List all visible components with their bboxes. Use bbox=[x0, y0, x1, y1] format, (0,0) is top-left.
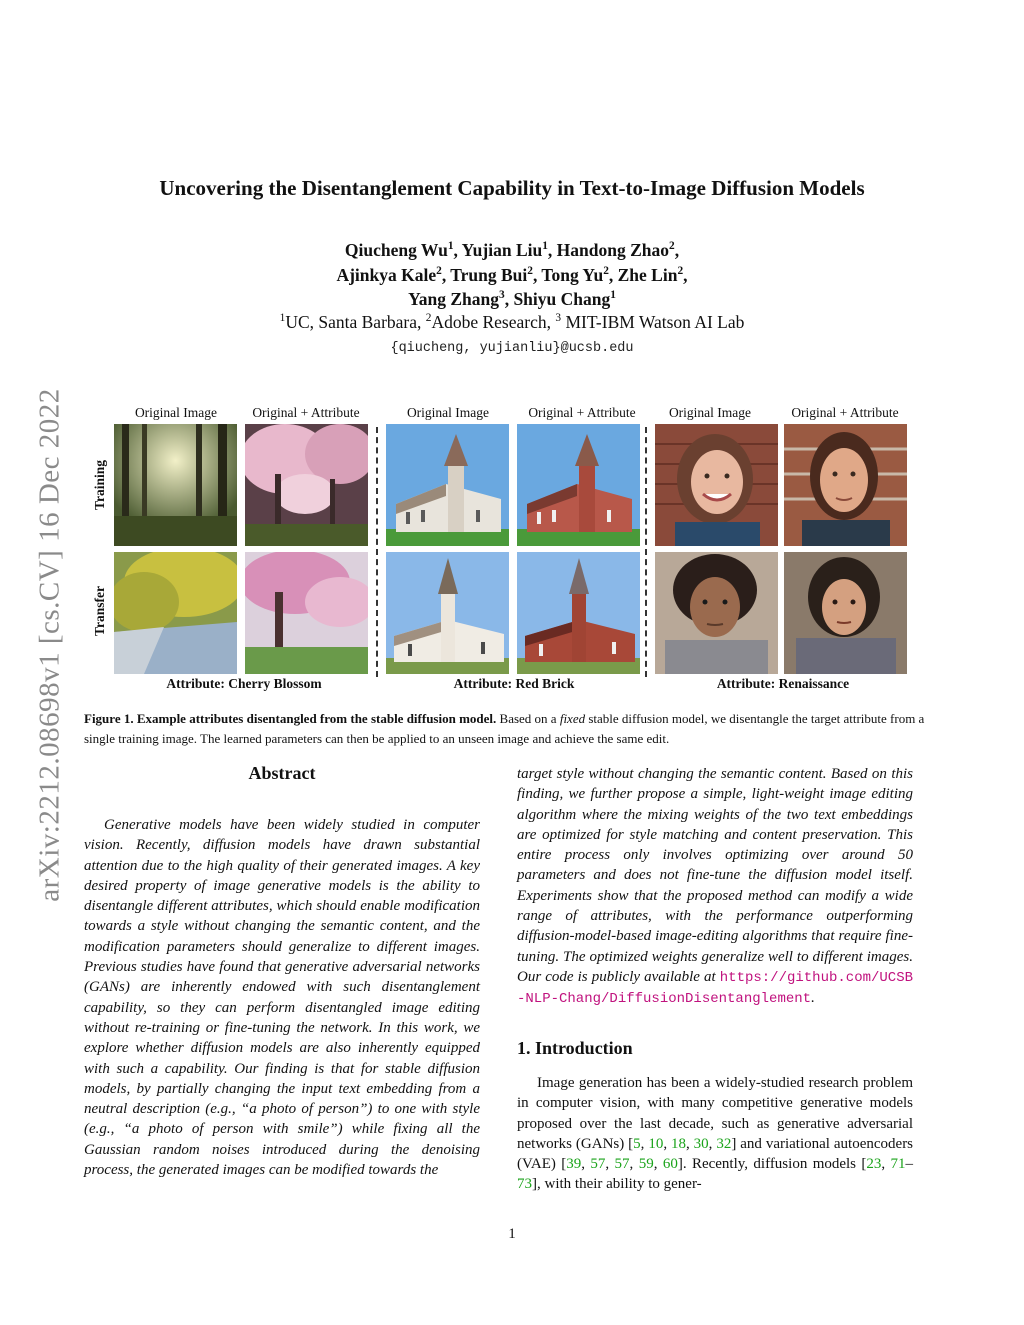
intro-text bbox=[517, 1073, 913, 1195]
citation-separator: , bbox=[629, 1156, 639, 1173]
author-line-3 bbox=[0, 289, 1024, 310]
citation-separator: , bbox=[881, 1156, 891, 1173]
author-affil-mark: 2 bbox=[677, 265, 684, 278]
author-name: Ajinkya Kale bbox=[336, 265, 437, 285]
affil-mark: 3 bbox=[555, 312, 562, 325]
citation[interactable]: 23 bbox=[866, 1156, 882, 1173]
intro-text-4: ], with their ability to gener- bbox=[532, 1176, 702, 1193]
intro-text-3: ]. Recently, diffusion models [ bbox=[677, 1156, 867, 1173]
citation[interactable]: 5 bbox=[633, 1135, 641, 1152]
author-affil-mark: 1 bbox=[447, 240, 454, 253]
affiliations bbox=[0, 312, 1024, 333]
col-header-4: Original + Attribute bbox=[528, 405, 636, 420]
col-header-2: Original + Attribute bbox=[252, 405, 360, 420]
citation[interactable]: 73 bbox=[517, 1176, 532, 1193]
col-header-6: Original + Attribute bbox=[791, 405, 899, 420]
author-line-1 bbox=[0, 240, 1024, 261]
author-email: {qiucheng, yujianliu}@ucsb.edu bbox=[390, 341, 634, 356]
author-affil-mark: 1 bbox=[542, 240, 548, 253]
citation[interactable]: 18 bbox=[671, 1135, 686, 1152]
intro-text-2: ] and variational autoencoders (VAE) [ bbox=[517, 1135, 914, 1173]
citation-separator: , bbox=[686, 1135, 694, 1152]
citation-separator: , bbox=[581, 1156, 591, 1173]
author-affil-mark: 2 bbox=[436, 265, 442, 278]
citation-separator: , bbox=[708, 1135, 717, 1152]
author-name: Handong Zhao bbox=[556, 240, 670, 260]
abstract-right-body: target style without changing the semantic content. Based on this finding, we further propose a simple, light-weight image editing algorithm where the mixing weights of the two text embeddings are optimized for style matching and content preservation. This entire process only involves optimizing over around 50 parameters and does not fine-tune the diffusion model itself. Experiments show that the proposed method can modify a wide range of attributes, with the performance outperforming diffusion-model-based image-editing algorithms that require fine-tuning. The optimized weights generalize well to different images. Our code is publicly available at bbox=[517, 766, 913, 985]
forest-cherry-blossom-image bbox=[245, 424, 368, 546]
attribute-label-2: Attribute: Red Brick bbox=[453, 676, 575, 691]
author-separator: , bbox=[608, 265, 618, 285]
author-affil-mark: 2 bbox=[603, 265, 609, 278]
author-name: Trung Bui bbox=[450, 265, 528, 285]
citation[interactable]: 71 bbox=[890, 1156, 906, 1173]
author-name: Yang Zhang bbox=[408, 289, 500, 309]
figure-separator-1 bbox=[376, 427, 378, 677]
woman2-renaissance-image bbox=[784, 552, 907, 674]
author-name: Shiyu Chang bbox=[513, 289, 611, 309]
code-link[interactable]: https://github.com/UCSB-NLP-Chang/DiffusionDisentanglement bbox=[517, 969, 913, 1008]
river-original-image bbox=[114, 552, 237, 674]
citation[interactable]: 59 bbox=[638, 1156, 654, 1173]
author-separator: , bbox=[547, 240, 557, 260]
figure-caption bbox=[84, 709, 940, 749]
affil-name: Adobe Research, bbox=[431, 312, 556, 332]
intro-heading: 1. Introduction bbox=[517, 1038, 633, 1058]
abstract-left-text: Generative models have been widely studied in computer vision. Recently, diffusion models have drawn substantial attention due to the high quality of their generated images. A key desired property of image generative models is the ability to disentangle different attributes, which should enable modification towards a style without changing the semantic content, and the modification parameters should generalize to different images. Previous studies have found that generative adversarial networks (GANs) are inherently endowed with such disentanglement capability, so they can perform disentangled image editing without re-training or fine-tuning the network. In this work, we explore whether diffusion models are also inherently equipped with such a capability. Our finding is that for stable diffusion models, by partially changing the input text embedding from a neutral description (e.g., “a photo of person”) to one with style (e.g., “a photo of person with smile”) while fixing all the Gaussian random noises introduced during the denoising process, the generated images can be modified towards the bbox=[84, 817, 480, 1179]
caption-label: Figure 1. Example attributes disentangled from the stable diffusion model. bbox=[84, 711, 497, 726]
abstract-heading: Abstract bbox=[248, 763, 316, 783]
citation-separator: , bbox=[605, 1156, 615, 1173]
affil-mark: 1 bbox=[279, 312, 286, 325]
author-separator: , bbox=[504, 289, 514, 309]
affil-mark: 2 bbox=[425, 312, 432, 325]
author-separator: , bbox=[453, 240, 462, 260]
author-name: Qiucheng Wu bbox=[344, 240, 448, 260]
church-red-brick-image bbox=[517, 424, 640, 546]
paper-title: Uncovering the Disentanglement Capability in Text-to-Image Diffusion Models bbox=[159, 176, 865, 200]
citation[interactable]: 10 bbox=[648, 1135, 664, 1152]
author-line-2 bbox=[0, 265, 1024, 286]
citation[interactable]: 57 bbox=[590, 1156, 606, 1173]
citation-range: – bbox=[905, 1156, 914, 1173]
caption-text-2: stable diffusion model, we disentangle the target attribute from a single training image. The learned parameters can then be applied to an unseen image and achieve the same edit. bbox=[84, 711, 925, 746]
col-header-1: Original Image bbox=[134, 405, 218, 420]
citation[interactable]: 39 bbox=[566, 1156, 582, 1173]
citation-separator: , bbox=[663, 1135, 671, 1152]
citation-separator: , bbox=[640, 1135, 649, 1152]
author-separator: , bbox=[674, 240, 680, 260]
author-separator: , bbox=[532, 265, 542, 285]
author-name: Yujian Liu bbox=[461, 240, 543, 260]
river-cherry-blossom-image bbox=[245, 552, 368, 674]
col-header-5: Original Image bbox=[668, 405, 752, 420]
citation[interactable]: 60 bbox=[662, 1156, 678, 1173]
attribute-label-1: Attribute: Cherry Blossom bbox=[166, 676, 322, 691]
church2-red-brick-image bbox=[517, 552, 640, 674]
arxiv-stamp-text: arXiv:2212.08698v1 [cs.CV] 16 Dec 2022 bbox=[33, 388, 66, 902]
author-name: Tong Yu bbox=[541, 265, 604, 285]
author-separator: , bbox=[683, 265, 688, 285]
woman-original-image bbox=[655, 424, 778, 546]
author-affil-mark: 3 bbox=[499, 289, 505, 302]
church2-original-image bbox=[386, 552, 509, 674]
citation-separator: , bbox=[653, 1156, 663, 1173]
caption-text-1: Based on a bbox=[496, 711, 560, 726]
woman2-original-image bbox=[655, 552, 778, 674]
author-separator: , bbox=[441, 265, 451, 285]
arxiv-stamp bbox=[30, 350, 70, 940]
page-number: 1 bbox=[508, 1226, 516, 1242]
citation[interactable]: 30 bbox=[693, 1135, 709, 1152]
forest-original-image bbox=[114, 424, 237, 546]
church-original-image bbox=[386, 424, 509, 546]
row-label-transfer: Transfer bbox=[92, 586, 107, 636]
abstract-end: . bbox=[811, 990, 815, 1007]
figure-separator-2 bbox=[645, 427, 647, 677]
woman-renaissance-image bbox=[784, 424, 907, 546]
author-affil-mark: 2 bbox=[527, 265, 533, 278]
citation[interactable]: 57 bbox=[614, 1156, 630, 1173]
affil-name: MIT-IBM Watson AI Lab bbox=[561, 312, 745, 332]
abstract-right-text bbox=[517, 764, 913, 1010]
attribute-label-3: Attribute: Renaissance bbox=[716, 676, 850, 691]
author-name: Zhe Lin bbox=[617, 265, 678, 285]
row-label-training: Training bbox=[92, 460, 107, 511]
intro-text-1: Image generation has been a widely-studied research problem in computer vision, with many competitive generative models proposed over the last decade, such as generative adversarial networks (GANs) [ bbox=[517, 1075, 913, 1152]
citation[interactable]: 32 bbox=[716, 1135, 732, 1152]
caption-emphasis: fixed bbox=[559, 711, 586, 726]
affil-name: UC, Santa Barbara, bbox=[285, 312, 426, 332]
author-affil-mark: 1 bbox=[610, 289, 616, 302]
author-affil-mark: 2 bbox=[669, 240, 675, 253]
col-header-3: Original Image bbox=[406, 405, 490, 420]
